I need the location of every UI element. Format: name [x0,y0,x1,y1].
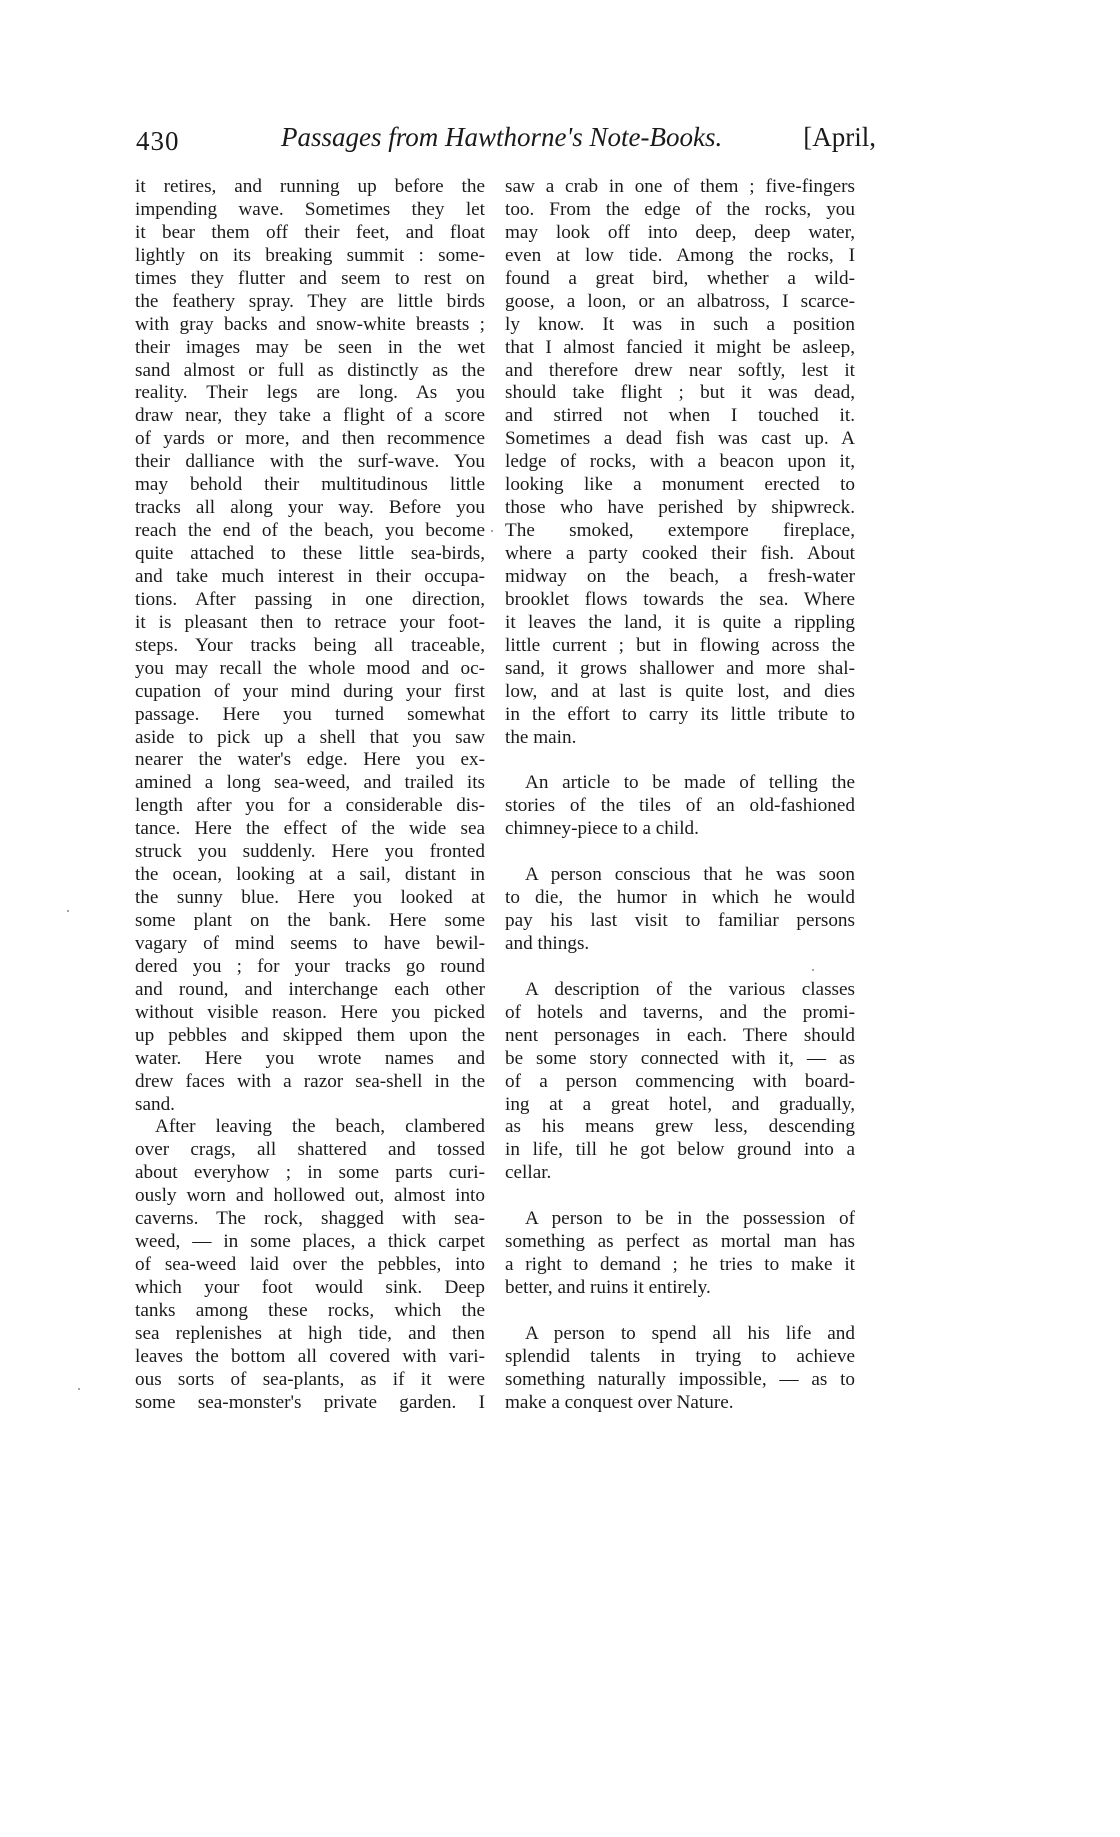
page-number: 430 [136,126,180,156]
text-line: passage. Here you turned somewhat [135,703,485,725]
text-line: the feathery spray. They are little birds [135,290,485,312]
paragraph [505,1323,855,1415]
text-line: about everyhow ; in some parts curi- [135,1162,485,1184]
paragraph [505,979,855,1185]
text-line: ous sorts of sea-plants, as if it were [135,1368,485,1390]
text-line: draw near, they take a flight of a score [135,405,485,427]
text-line: steps. Your tracks being all traceable, [135,634,485,656]
text-line: After leaving the beach, clambered [155,1116,485,1138]
text-line: something as perfect as mortal man has [505,1231,855,1253]
text-line: saw a crab in one of them ; five-fingers [505,176,855,197]
text-line: be some story connected with it, — as [505,1047,855,1069]
text-line: better, and ruins it entirely. [505,1277,711,1298]
text-line: and round, and interchange each other [135,978,485,1000]
text-line: sand, it grows shallower and more shal- [505,657,855,679]
text-line: make a conquest over Nature. [505,1391,734,1413]
text-line: lightly on its breaking summit : some- [135,244,485,266]
text-line: tracks all along your way. Before you [135,497,485,519]
text-line: tanks among these rocks, which the [135,1299,485,1321]
text-line: midway on the beach, a fresh-water [505,565,855,587]
text-line: their images may be seen in the wet [135,336,485,358]
text-line: and stirred not when I touched it. [505,405,855,427]
paragraph [505,864,855,956]
paragraph-gap [505,841,855,864]
text-line: may behold their multitudinous little [135,474,485,496]
text-line: in the effort to carry its little tribute to [505,703,855,725]
text-line: ledge of rocks, with a beacon upon it, [505,451,855,473]
text-line: low, and at last is quite lost, and dies [505,680,855,702]
text-line: sand almost or full as distinctly as the [135,359,485,381]
text-line: ously worn and hollowed out, almost into [135,1185,485,1207]
text-line: ly know. It was in such a position [505,313,855,335]
text-line: nearer the water's edge. Here you ex- [135,749,485,771]
text-line: ing at a great hotel, and gradually, [505,1093,855,1115]
text-line: the ocean, looking at a sail, distant in [135,864,485,886]
text-line: stories of the tiles of an old-fashioned [505,795,855,817]
text-line: it is pleasant then to retrace your foot- [135,611,485,633]
text-line: struck you suddenly. Here you fronted [135,841,485,863]
text-line: leaves the bottom all covered with vari- [135,1345,485,1367]
text-line: cellar. [505,1162,552,1184]
text-line: sand. [135,1093,175,1115]
text-line: of hotels and taverns, and the promi- [505,1001,855,1023]
text-line: cupation of your mind during your first [135,680,485,702]
text-line: the sunny blue. Here you looked at [135,887,485,909]
text-line: drew faces with a razor sea-shell in the [135,1070,485,1092]
text-line: which your foot would sink. Deep [135,1277,485,1298]
text-line: over crags, all shattered and tossed [135,1139,485,1161]
text-line: it leaves the land, it is quite a rippling [505,611,855,633]
text-line: something naturally impossible, — as to [505,1368,855,1390]
text-line: quite attached to these little sea-birds, [135,543,485,564]
text-line: and take much interest in their occupa- [135,565,485,587]
text-line: looking like a monument erected to [505,474,855,496]
text-line: it bear them off their feet, and float [135,221,485,243]
left-column [135,176,485,1415]
text-line: pay his last visit to familiar persons [505,910,855,931]
text-line: their dalliance with the surf-wave. You [135,451,485,473]
paragraph-gap [505,1185,855,1208]
paragraph-gap [505,956,855,979]
text-line: water. Here you wrote names and [135,1047,485,1069]
text-line: nent personages in each. There should [505,1024,855,1046]
paragraph [505,176,855,749]
scan-speck [78,1388,80,1390]
text-line: some sea-monster's private garden. I [135,1391,485,1413]
text-line: dered you ; for your tracks go round [135,955,485,977]
text-line: sea replenishes at high tide, and then [135,1322,485,1344]
text-line: with gray backs and snow-white breasts ; [135,313,485,335]
text-line: even at low tide. Among the rocks, I [505,244,855,266]
right-column [505,176,855,1415]
text-line: and therefore drew near softly, lest it [505,359,855,381]
text-line: chimney-piece to a child. [505,818,699,840]
text-line: found a great bird, whether a wild- [505,267,855,289]
text-line: The smoked, extempore fireplace, [505,520,855,542]
running-title: Passages from Hawthorne's Note-Books. [281,122,723,152]
text-line: brooklet flows towards the sea. Where [505,588,855,610]
text-line: some plant on the bank. Here some [135,910,485,931]
text-line: A person to be in the possession of [525,1208,855,1230]
paragraph-gap [505,749,855,772]
text-line: splendid talents in trying to achieve [505,1345,855,1367]
text-line: those who have perished by shipwreck. [505,497,855,519]
text-line: the main. [505,726,577,748]
text-line: where a party cooked their fish. About [505,543,855,564]
running-month: [April, [803,122,876,152]
text-line: length after you for a considerable dis- [135,795,485,817]
text-line: should take flight ; but it was dead, [505,382,855,404]
text-line: A person to spend all his life and [525,1322,855,1344]
text-line: A person conscious that he was soon [525,864,855,886]
text-line: caverns. The rock, shagged with sea- [135,1208,485,1230]
text-line: and things. [505,932,590,954]
text-line: goose, a loon, or an albatross, I scarce- [505,290,855,312]
text-line: times they flutter and seem to rest on [135,267,485,289]
text-line: as his means grew less, descending [505,1116,855,1138]
text-line: to die, the humor in which he would [505,887,855,909]
text-line: aside to pick up a shell that you saw [135,726,485,748]
text-line: up pebbles and skipped them upon the [135,1024,485,1046]
text-line: too. From the edge of the rocks, you [505,198,855,220]
text-line: of yards or more, and then recommence [135,428,485,450]
text-line: reality. Their legs are long. As you [135,382,485,404]
text-line: vagary of mind seems to have bewil- [135,932,485,954]
text-line: it retires, and running up before the [135,176,485,197]
scan-speck [812,969,814,971]
text-line: of sea-weed laid over the pebbles, into [135,1254,485,1276]
text-line: a right to demand ; he tries to make it [505,1254,855,1276]
paragraph [505,772,855,841]
paragraph [505,1208,855,1300]
text-line: An article to be made of telling the [525,772,855,794]
text-line: that I almost fancied it might be asleep, [505,336,855,358]
text-line: little current ; but in flowing across the [505,634,855,656]
scan-speck [491,530,493,532]
text-line: of a person commencing with board- [505,1070,855,1092]
text-line: amined a long sea-weed, and trailed its [135,772,485,794]
text-line: weed, — in some places, a thick carpet [135,1231,485,1253]
text-line: you may recall the whole mood and oc- [135,657,485,679]
paragraph-gap [505,1300,855,1323]
text-line: reach the end of the beach, you become [135,520,485,542]
text-line: without visible reason. Here you picked [135,1001,485,1023]
text-line: may look off into deep, deep water, [505,221,855,243]
text-line: tance. Here the effect of the wide sea [135,818,485,840]
text-line: Sometimes a dead fish was cast up. A [505,428,855,450]
text-line: tions. After passing in one direction, [135,588,485,610]
scan-speck [67,910,69,912]
page-header [136,122,876,162]
text-line: in life, till he got below ground into a [505,1139,855,1161]
text-line: A description of the various classes [525,978,855,1000]
text-line: impending wave. Sometimes they let [135,198,485,220]
